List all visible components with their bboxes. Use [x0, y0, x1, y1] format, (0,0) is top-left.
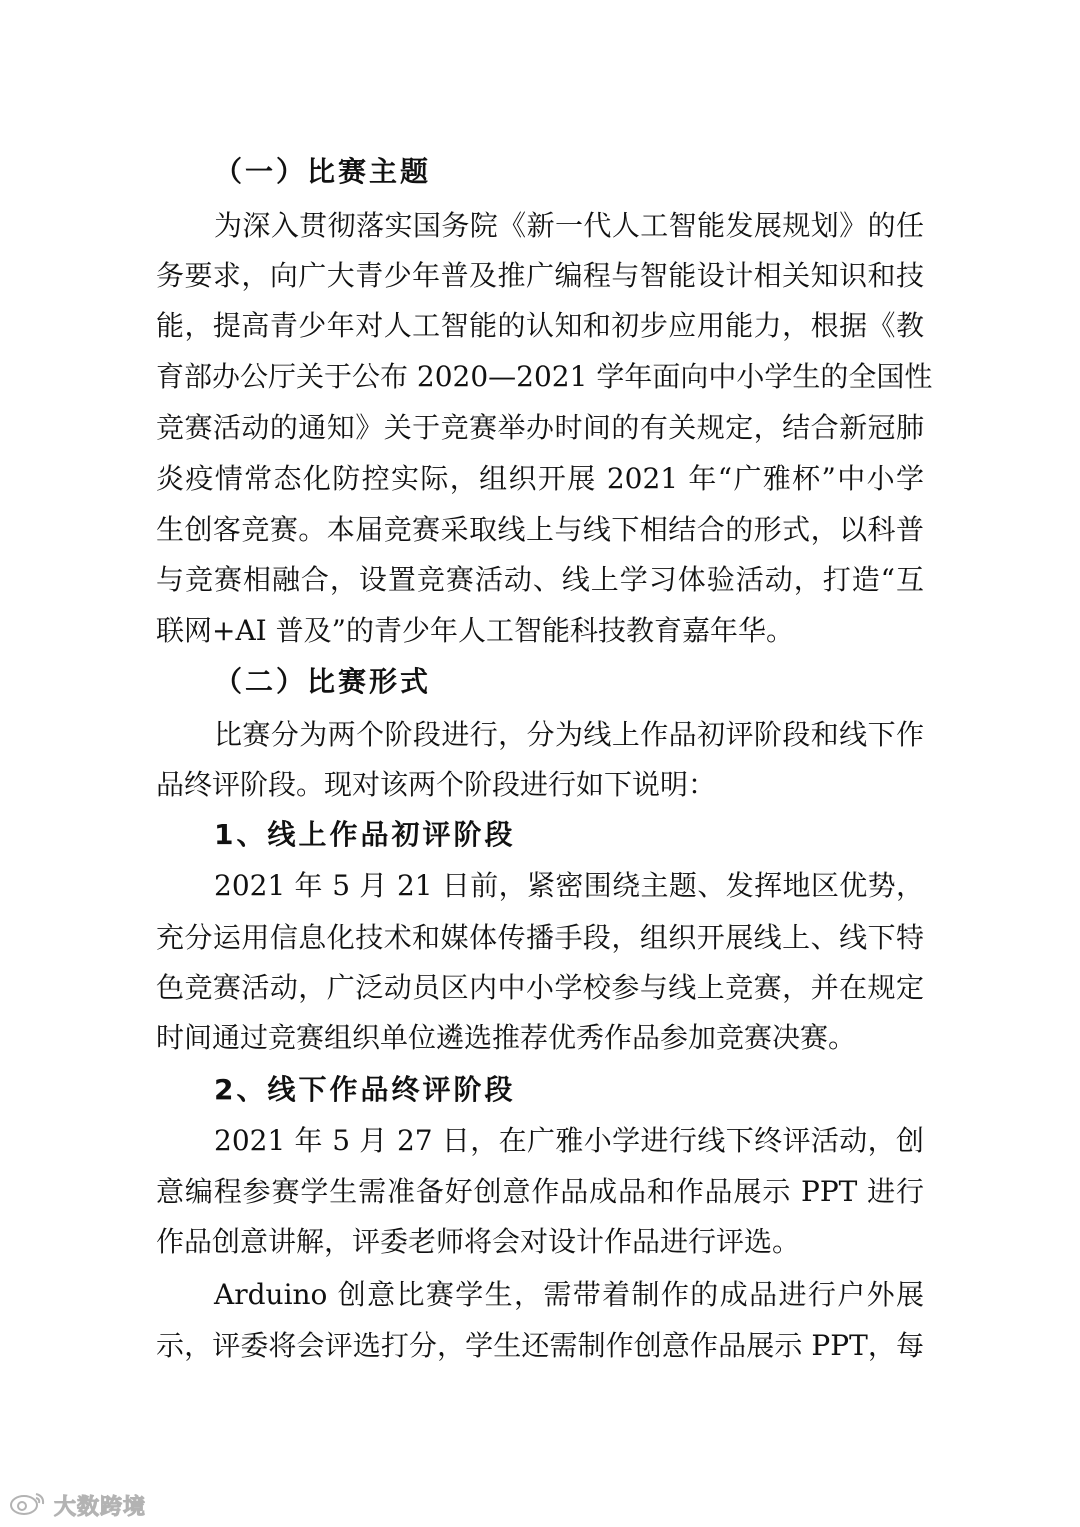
watermark-text: 大数跨境 — [54, 1494, 147, 1520]
paragraph-line: 生创客竞赛。本届竞赛采取线上与线下相结合的形式，以科普 — [156, 513, 924, 546]
paragraph-line: 比赛分为两个阶段进行，分为线上作品初评阶段和线下作 — [214, 718, 924, 751]
paragraph-line: 意编程参赛学生需准备好创意作品成品和作品展示 PPT 进行 — [156, 1175, 924, 1208]
paragraph-line: 能，提高青少年对人工智能的认知和初步应用能力，根据《教 — [156, 309, 924, 342]
section-heading-theme: （一）比赛主题 — [214, 155, 432, 188]
subsection-heading-offline: 2、线下作品终评阶段 — [214, 1073, 516, 1106]
paragraph-line: 充分运用信息化技术和媒体传播手段，组织开展线上、线下特 — [156, 921, 924, 954]
paragraph-line: 竞赛活动的通知》关于竞赛举办时间的有关规定，结合新冠肺 — [156, 411, 924, 444]
paragraph-line: 时间通过竞赛组织单位遴选推荐优秀作品参加竞赛决赛。 — [156, 1021, 857, 1054]
paragraph-line: 作品创意讲解，评委老师将会对设计作品进行评选。 — [156, 1225, 801, 1258]
paragraph-line: 育部办公厅关于公布 2020—2021 学年面向中小学生的全国性 — [156, 360, 933, 393]
paragraph-line: 炎疫情常态化防控实际，组织开展 2021 年“广雅杯”中小学 — [156, 462, 924, 495]
paragraph-line: 2021 年 5 月 27 日，在广雅小学进行线下终评活动，创 — [214, 1124, 924, 1157]
paragraph-line: 色竞赛活动，广泛动员区内中小学校参与线上竞赛，并在规定 — [156, 971, 924, 1004]
weibo-icon — [8, 1490, 48, 1520]
paragraph-line: 品终评阶段。现对该两个阶段进行如下说明： — [156, 768, 717, 801]
paragraph-line: Arduino 创意比赛学生，需带着制作的成品进行户外展 — [214, 1278, 924, 1311]
paragraph-line: 示，评委将会评选打分，学生还需制作创意作品展示 PPT，每 — [156, 1329, 924, 1362]
subsection-heading-online: 1、线上作品初评阶段 — [214, 818, 516, 851]
paragraph-line: 联网+AI 普及”的青少年人工智能科技教育嘉年华。 — [156, 614, 794, 647]
watermark — [8, 1490, 146, 1520]
paragraph-line: 与竞赛相融合，设置竞赛活动、线上学习体验活动，打造“互 — [156, 563, 924, 596]
paragraph-line: 务要求，向广大青少年普及推广编程与智能设计相关知识和技 — [156, 259, 924, 292]
paragraph-line: 2021 年 5 月 21 日前，紧密围绕主题、发挥地区优势， — [214, 869, 924, 902]
paragraph-line: 为深入贯彻落实国务院《新一代人工智能发展规划》的任 — [214, 209, 924, 242]
section-heading-format: （二）比赛形式 — [214, 665, 432, 698]
